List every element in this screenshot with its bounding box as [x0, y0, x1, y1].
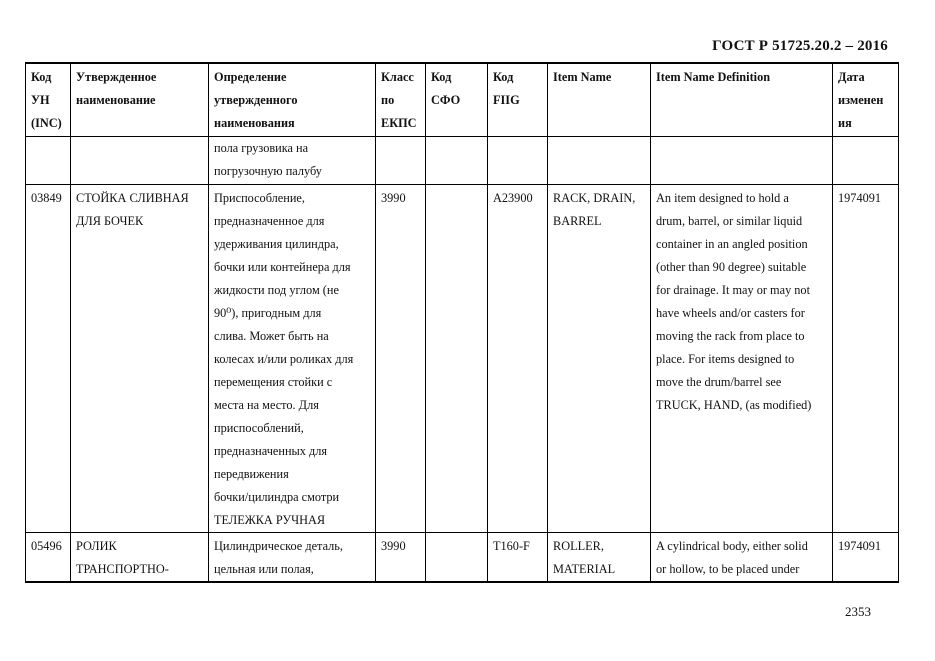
sfo-cell	[426, 185, 488, 533]
definition-ru-cell: Цилиндрическое деталь, цельная или полая,	[209, 533, 376, 583]
item-name-cell: RACK, DRAIN, BARREL	[548, 185, 651, 533]
inc-cell: 03849	[26, 185, 71, 533]
sfo-cell	[426, 533, 488, 583]
fiig-cell: T160-F	[488, 533, 548, 583]
fiig-cell: A23900	[488, 185, 548, 533]
column-header: Код СФО	[426, 63, 488, 137]
column-header: Класс по ЕКПС	[376, 63, 426, 137]
class-cell: 3990	[376, 533, 426, 583]
name-ru-cell: РОЛИК ТРАНСПОРТНО-	[71, 533, 209, 583]
column-header: Утвержденное наименование	[71, 63, 209, 137]
item-name-cell: ROLLER, MATERIAL	[548, 533, 651, 583]
column-header: Дата изменен ия	[833, 63, 899, 137]
class-cell: 3990	[376, 185, 426, 533]
date-cell: 1974091	[833, 185, 899, 533]
standard-title: ГОСТ Р 51725.20.2 – 2016	[712, 38, 888, 54]
column-header: Код УН (INC)	[26, 63, 71, 137]
table-header-row	[26, 63, 899, 137]
definition-ru-cell: Приспособление, предназначенное для удерживания цилиндра, бочки или контейнера для жидкости под углом (не 90⁰), пригодным для слива. Может быть на колесах и/или роликах для перемещения стойки с места на место. Для приспособлений, предназначенных для передвижения бочки/цилиндра смотри ТЕЛЕЖКА РУЧНАЯ	[209, 185, 376, 533]
table-row	[26, 533, 899, 583]
name-ru-cell: СТОЙКА СЛИВНАЯ ДЛЯ БОЧЕК	[71, 185, 209, 533]
date-cell: 1974091	[833, 533, 899, 583]
column-header: Определение утвержденного наименования	[209, 63, 376, 137]
inc-cell: 05496	[26, 533, 71, 583]
catalog-table	[25, 62, 899, 583]
page-number: 2353	[845, 604, 871, 619]
column-header: Item Name	[548, 63, 651, 137]
table-row-continuation	[26, 137, 899, 185]
column-header: Код FIIG	[488, 63, 548, 137]
item-definition-cell: A cylindrical body, either solid or hollow, to be placed under	[651, 533, 833, 583]
table-row	[26, 185, 899, 533]
definition-ru-cell: пола грузовика на погрузочную палубу	[209, 137, 376, 185]
column-header: Item Name Definition	[651, 63, 833, 137]
item-definition-cell: An item designed to hold a drum, barrel, or similar liquid container in an angled position (other than 90 degree) suitable for drainage. It may or may not have wheels and/or casters for moving the rack from place to place. For items designed to move the drum/barrel see TRUCK, HAND, (as modified)	[651, 185, 833, 533]
